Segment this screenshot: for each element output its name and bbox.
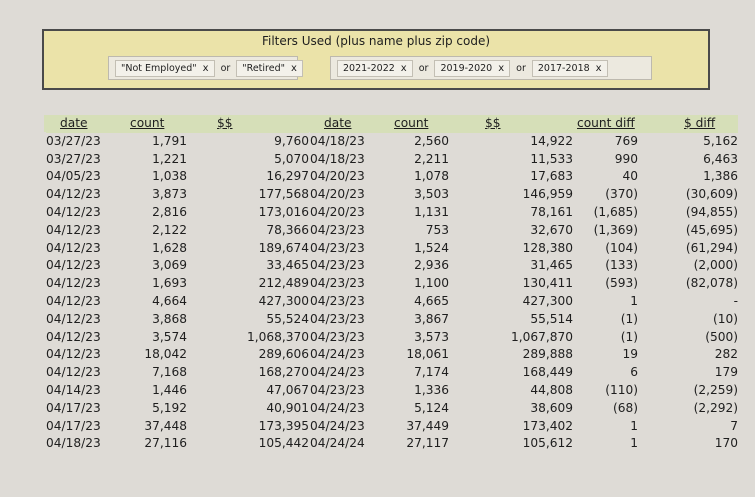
table-cell: 170	[714, 436, 738, 451]
table-cell: 2,560	[414, 133, 449, 148]
table-cell: 04/12/23	[46, 240, 101, 255]
table-cell: 04/24/23	[310, 400, 365, 415]
table-cell: 55,514	[530, 311, 573, 326]
filter-separator: or	[418, 62, 429, 74]
table-cell: 3,069	[152, 258, 187, 273]
table-cell: 1,067,870	[510, 329, 573, 344]
table-cell: 3,868	[152, 311, 187, 326]
filter-chip-not-employed[interactable]: "Not Employed" x	[115, 60, 215, 77]
table-cell: 105,442	[258, 436, 309, 451]
table-cell: 146,959	[522, 187, 573, 202]
table-cell: 14,922	[530, 133, 573, 148]
filter-chip-2019-2020[interactable]: 2019-2020 x	[434, 60, 510, 77]
table-cell: 04/23/23	[310, 311, 365, 326]
table-cell: 3,503	[414, 187, 449, 202]
table-cell: 04/14/23	[46, 382, 101, 397]
table-cell: 7	[730, 418, 738, 433]
table-row	[46, 364, 309, 382]
table-cell: 04/18/23	[310, 133, 365, 148]
table-cell: 27,117	[406, 436, 449, 451]
table-cell: 1,221	[152, 151, 187, 166]
table-row	[46, 435, 309, 453]
table-cell: 753	[425, 222, 449, 237]
table-cell: 40	[622, 169, 638, 184]
table-cell: (370)	[605, 187, 638, 202]
table-row	[46, 222, 309, 240]
table-cell: 33,465	[266, 258, 309, 273]
table-cell: 1	[630, 418, 638, 433]
table-row	[46, 204, 309, 222]
table-cell: 1	[630, 293, 638, 308]
table-row	[310, 364, 738, 382]
table-cell: 427,300	[522, 293, 573, 308]
table-cell: 04/20/23	[310, 204, 365, 219]
table-cell: 2,816	[152, 204, 187, 219]
table-cell: 04/23/23	[310, 222, 365, 237]
table-cell: 04/12/23	[46, 329, 101, 344]
table-cell: 04/24/23	[310, 347, 365, 362]
table-row	[310, 275, 738, 293]
table-row	[46, 400, 309, 418]
table-row	[46, 311, 309, 329]
table-cell: 03/27/23	[46, 133, 101, 148]
table-cell: 04/12/23	[46, 293, 101, 308]
header-count-diff: count diff	[573, 115, 652, 133]
table-cell: (45,695)	[685, 222, 738, 237]
table-cell: 11,533	[530, 151, 573, 166]
table-cell: 5,162	[703, 133, 738, 148]
table-cell: 1,791	[152, 133, 187, 148]
table-cell: 7,168	[152, 365, 187, 380]
table-row	[310, 418, 738, 436]
table-cell: 177,568	[258, 187, 309, 202]
header-date: date	[46, 115, 120, 133]
table-cell: (1,685)	[593, 204, 638, 219]
table-cell: 7,174	[414, 365, 449, 380]
table-cell: 212,489	[258, 276, 309, 291]
table-row	[310, 346, 738, 364]
remove-filter-icon[interactable]: x	[595, 62, 602, 74]
table-cell: 04/17/23	[46, 400, 101, 415]
table-cell: 189,674	[258, 240, 309, 255]
table-header-row	[310, 115, 738, 133]
year-filter-group	[330, 56, 652, 80]
table-row	[46, 240, 309, 258]
table-cell: (1)	[620, 311, 638, 326]
header-count: count	[120, 115, 197, 133]
table-row	[46, 293, 309, 311]
table-cell: 427,300	[258, 293, 309, 308]
table-cell: 04/20/23	[310, 169, 365, 184]
table-cell: (30,609)	[685, 187, 738, 202]
table-cell: 44,808	[530, 382, 573, 397]
header-date: date	[310, 115, 384, 133]
table-cell: (1)	[620, 329, 638, 344]
table-cell: 130,411	[522, 276, 573, 291]
table-row	[310, 222, 738, 240]
table-cell: 4,664	[152, 293, 187, 308]
table-row	[46, 382, 309, 400]
table-cell: 04/12/23	[46, 311, 101, 326]
table-cell: 173,402	[522, 418, 573, 433]
table-cell: 04/18/23	[310, 151, 365, 166]
table-cell: 40,901	[266, 400, 309, 415]
table-cell: 04/23/23	[310, 240, 365, 255]
table-row	[310, 311, 738, 329]
table-cell: 3,867	[414, 311, 449, 326]
table-cell: 18,042	[144, 347, 187, 362]
table-cell: 04/17/23	[46, 418, 101, 433]
table-cell: 27,116	[144, 436, 187, 451]
table-cell: (1,369)	[593, 222, 638, 237]
table-row	[310, 168, 738, 186]
table-row	[46, 346, 309, 364]
table-cell: 1,038	[152, 169, 187, 184]
table-row	[46, 329, 309, 347]
table-cell: 16,297	[266, 169, 309, 184]
table-cell: 769	[614, 133, 638, 148]
table-cell: (593)	[605, 276, 638, 291]
header-count: count	[384, 115, 459, 133]
table-cell: (104)	[605, 240, 638, 255]
table-cell: 38,609	[530, 400, 573, 415]
table-cell: 173,016	[258, 204, 309, 219]
table-cell: (2,000)	[693, 258, 738, 273]
filter-chip-2017-2018[interactable]: 2017-2018 x	[532, 60, 608, 77]
table-cell: 03/27/23	[46, 151, 101, 166]
table-cell: 5,070	[274, 151, 309, 166]
table-cell: 04/05/23	[46, 169, 101, 184]
remove-filter-icon[interactable]: x	[498, 62, 505, 74]
table-cell: 04/12/23	[46, 222, 101, 237]
table-cell: 1,693	[152, 276, 187, 291]
table-row	[46, 186, 309, 204]
table-cell: 1,131	[414, 204, 449, 219]
table-row	[310, 382, 738, 400]
filter-chip-retired[interactable]: "Retired" x	[236, 60, 303, 77]
table-cell: 282	[714, 347, 738, 362]
table-row	[310, 329, 738, 347]
table-row	[46, 275, 309, 293]
table-row	[310, 151, 738, 169]
table-row	[310, 240, 738, 258]
employment-filter-group	[108, 56, 298, 80]
table-cell: 179	[714, 365, 738, 380]
table-cell: 1	[630, 436, 638, 451]
table-row	[310, 435, 738, 453]
table-cell: 04/23/23	[310, 258, 365, 273]
table-cell: 78,161	[530, 204, 573, 219]
table-cell: 168,449	[522, 365, 573, 380]
right-data-table	[310, 115, 738, 453]
table-cell: (2,259)	[693, 382, 738, 397]
table-cell: 04/23/23	[310, 293, 365, 308]
table-header-row	[46, 115, 309, 133]
remove-filter-icon[interactable]: x	[400, 62, 407, 74]
filters-title: Filters Used (plus name plus zip code)	[261, 34, 491, 48]
table-row	[310, 186, 738, 204]
table-cell: (10)	[712, 311, 738, 326]
table-row	[310, 293, 738, 311]
table-cell: 04/23/23	[310, 329, 365, 344]
table-cell: 1,068,370	[246, 329, 309, 344]
table-cell: (68)	[612, 400, 638, 415]
table-cell: 128,380	[522, 240, 573, 255]
table-row	[310, 400, 738, 418]
table-cell: -	[733, 293, 738, 308]
table-cell: 5,124	[414, 400, 449, 415]
filter-chip-2021-2022[interactable]: 2021-2022 x	[337, 60, 413, 77]
table-cell: (82,078)	[685, 276, 738, 291]
table-cell: 04/24/23	[310, 365, 365, 380]
table-cell: 4,665	[414, 293, 449, 308]
filter-separator: or	[220, 62, 231, 74]
table-cell: 990	[614, 151, 638, 166]
table-cell: 04/12/23	[46, 365, 101, 380]
table-cell: (94,855)	[685, 204, 738, 219]
table-cell: 289,606	[258, 347, 309, 362]
table-cell: 2,211	[414, 151, 449, 166]
table-row	[310, 133, 738, 151]
table-cell: 1,100	[414, 276, 449, 291]
table-cell: 1,446	[152, 382, 187, 397]
table-cell: 1,386	[703, 169, 738, 184]
table-cell: 3,573	[414, 329, 449, 344]
table-cell: 47,067	[266, 382, 309, 397]
header-amount: $$	[459, 115, 573, 133]
filters-panel	[42, 29, 710, 90]
table-cell: 6	[630, 365, 638, 380]
table-cell: 1,524	[414, 240, 449, 255]
table-cell: 18,061	[406, 347, 449, 362]
table-cell: 173,395	[258, 418, 309, 433]
table-cell: 2,936	[414, 258, 449, 273]
table-cell: 55,524	[266, 311, 309, 326]
table-cell: 9,760	[274, 133, 309, 148]
table-cell: 31,465	[530, 258, 573, 273]
table-cell: 168,270	[258, 365, 309, 380]
table-cell: 04/20/23	[310, 187, 365, 202]
table-cell: 3,873	[152, 187, 187, 202]
table-cell: 04/12/23	[46, 187, 101, 202]
table-cell: 105,612	[522, 436, 573, 451]
table-cell: 04/12/23	[46, 276, 101, 291]
table-cell: 1,336	[414, 382, 449, 397]
table-cell: 5,192	[152, 400, 187, 415]
table-cell: (110)	[605, 382, 638, 397]
remove-filter-icon[interactable]: x	[202, 62, 209, 74]
table-cell: 1,628	[152, 240, 187, 255]
table-row	[46, 151, 309, 169]
remove-filter-icon[interactable]: x	[290, 62, 297, 74]
table-cell: 04/12/23	[46, 204, 101, 219]
table-row	[46, 418, 309, 436]
table-cell: 37,449	[406, 418, 449, 433]
table-cell: 04/18/23	[46, 436, 101, 451]
table-row	[46, 168, 309, 186]
table-cell: (500)	[705, 329, 738, 344]
table-cell: (2,292)	[693, 400, 738, 415]
table-cell: 04/24/23	[310, 418, 365, 433]
table-row	[310, 257, 738, 275]
table-cell: 6,463	[703, 151, 738, 166]
table-cell: 78,366	[266, 222, 309, 237]
filter-separator: or	[516, 62, 526, 74]
left-data-table	[46, 115, 309, 453]
table-cell: (61,294)	[685, 240, 738, 255]
table-cell: 37,448	[144, 418, 187, 433]
table-cell: 04/12/23	[46, 258, 101, 273]
table-cell: 3,574	[152, 329, 187, 344]
header-dollar-diff: $ diff	[652, 115, 738, 133]
table-cell: 17,683	[530, 169, 573, 184]
table-row	[46, 133, 309, 151]
table-cell: 04/12/23	[46, 347, 101, 362]
header-amount: $$	[197, 115, 309, 133]
table-cell: 1,078	[414, 169, 449, 184]
table-cell: 2,122	[152, 222, 187, 237]
table-cell: 289,888	[522, 347, 573, 362]
table-row	[310, 204, 738, 222]
table-cell: 04/23/23	[310, 382, 365, 397]
table-cell: 32,670	[530, 222, 573, 237]
table-cell: 04/23/23	[310, 276, 365, 291]
table-cell: (133)	[605, 258, 638, 273]
table-cell: 19	[622, 347, 638, 362]
table-cell: 04/24/24	[310, 436, 365, 451]
table-row	[46, 257, 309, 275]
